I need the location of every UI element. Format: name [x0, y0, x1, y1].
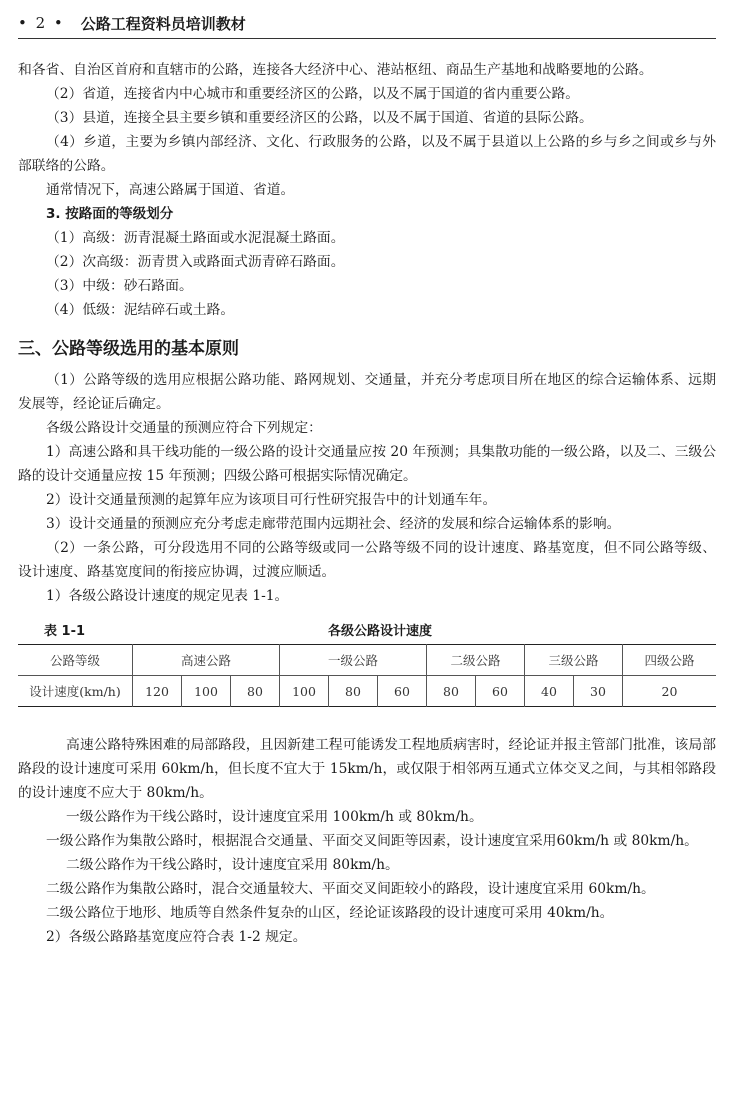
- paragraph: 一级公路作为干线公路时，设计速度宜采用 100km/h 或 80km/h。: [66, 809, 483, 825]
- table-cell: 80: [427, 676, 476, 707]
- paragraph: 各级公路设计交通量的预测应符合下列规定：: [46, 420, 322, 436]
- table-cell: 设计速度(km/h): [29, 684, 121, 699]
- table-cell: 80: [329, 676, 378, 707]
- table-title: 各级公路设计速度: [327, 623, 432, 639]
- table-cell: 120: [133, 676, 182, 707]
- table-cell: 60: [378, 676, 427, 707]
- paragraph: 1）高速公路和具干线功能的一级公路的设计交通量应按 20 年预测；具集散功能的一级公路，以及二、三级公路的设计交通量应按 15 年预测；四级公路可根据实际情况确定。: [18, 444, 716, 484]
- paragraph: 3）设计交通量的预测应充分考虑走廊带范围内远期社会、经济的发展和综合运输体系的影响。: [46, 516, 621, 532]
- paragraph: 二级公路位于地形、地质等自然条件复杂的山区，经论证该路段的设计速度可采用 40km/h。: [46, 905, 614, 921]
- table-cell: 三级公路: [525, 645, 623, 676]
- table-cell: 80: [231, 676, 280, 707]
- table-row: [18, 645, 716, 676]
- table-cell: 100: [182, 676, 231, 707]
- table-cell: 四级公路: [623, 645, 717, 676]
- paragraph: （2）省道，连接省内中心城市和重要经济区的公路，以及不属于国道的省内重要公路。: [46, 86, 580, 102]
- running-header: [18, 8, 716, 39]
- list-item: （4）低级：泥结碎石或土路。: [46, 302, 235, 318]
- paragraph: 二级公路作为干线公路时，设计速度宜采用 80km/h。: [66, 857, 399, 873]
- table-number: 表 1-1: [44, 623, 86, 639]
- page-number: • 2 •: [18, 14, 65, 32]
- table-cell: 20: [623, 676, 717, 707]
- table-cell: 二级公路: [427, 645, 525, 676]
- page-body: [18, 58, 716, 949]
- spacer: [18, 707, 716, 733]
- paragraph: 1）各级公路设计速度的规定见表 1-1。: [46, 588, 289, 604]
- table-caption: [18, 618, 716, 640]
- paragraph: 2）设计交通量预测的起算年应为该项目可行性研究报告中的计划通车年。: [46, 492, 497, 508]
- table-cell: 公路等级: [18, 645, 133, 676]
- table-cell: 一级公路: [280, 645, 427, 676]
- paragraph: 高速公路特殊困难的局部路段，且因新建工程可能诱发工程地质病害时，经论证并报主管部门批准，该局部路段的设计速度可采用 60km/h，但长度不宜大于 15km/h，或仅限于相邻两互通式立体交叉之间，与其相邻路段的设计速度不应大于 80km/h。: [18, 737, 716, 801]
- table-cell: 40: [525, 676, 574, 707]
- list-item: （2）次高级：沥青贯入或路面式沥青碎石路面。: [46, 254, 345, 270]
- table-cell: 60: [476, 676, 525, 707]
- table-cell: 30: [574, 676, 623, 707]
- paragraph: （3）县道，连接全县主要乡镇和重要经济区的公路，以及不属于国道、省道的县际公路。: [46, 110, 593, 126]
- paragraph: 二级公路作为集散公路时，混合交通量较大、平面交叉间距较小的路段，设计速度宜采用 60km/h。: [46, 881, 655, 897]
- section-heading: 三、公路等级选用的基本原则: [18, 339, 239, 359]
- list-item: （3）中级：砂石路面。: [46, 278, 193, 294]
- table-cell: 高速公路: [133, 645, 280, 676]
- paragraph: 通常情况下，高速公路属于国道、省道。: [46, 182, 295, 198]
- subsection-heading: 3. 按路面的等级划分: [46, 206, 174, 222]
- book-title: 公路工程资料员培训教材: [80, 14, 246, 33]
- table-row: [18, 676, 716, 707]
- paragraph: （2）一条公路，可分段选用不同的公路等级或同一公路等级不同的设计速度、路基宽度，但不同公路等级、设计速度、路基宽度间的衔接应协调，过渡应顺适。: [18, 540, 716, 580]
- paragraph: 一级公路作为集散公路时，根据混合交通量、平面交叉间距等因素，设计速度宜采用60km/h 或 80km/h。: [46, 833, 698, 849]
- paragraph: 2）各级公路路基宽度应符合表 1-2 规定。: [46, 929, 307, 945]
- paragraph: 和各省、自治区首府和直辖市的公路，连接各大经济中心、港站枢纽、商品生产基地和战略要地的公路。: [18, 62, 653, 78]
- paragraph: （4）乡道，主要为乡镇内部经济、文化、行政服务的公路，以及不属于县道以上公路的乡与乡之间或乡与外部联络的公路。: [18, 134, 716, 174]
- table-cell: 100: [280, 676, 329, 707]
- paragraph: （1）公路等级的选用应根据公路功能、路网规划、交通量，并充分考虑项目所在地区的综合运输体系、远期发展等，经论证后确定。: [18, 372, 716, 412]
- list-item: （1）高级：沥青混凝土路面或水泥混凝土路面。: [46, 230, 345, 246]
- design-speed-table: [18, 644, 716, 707]
